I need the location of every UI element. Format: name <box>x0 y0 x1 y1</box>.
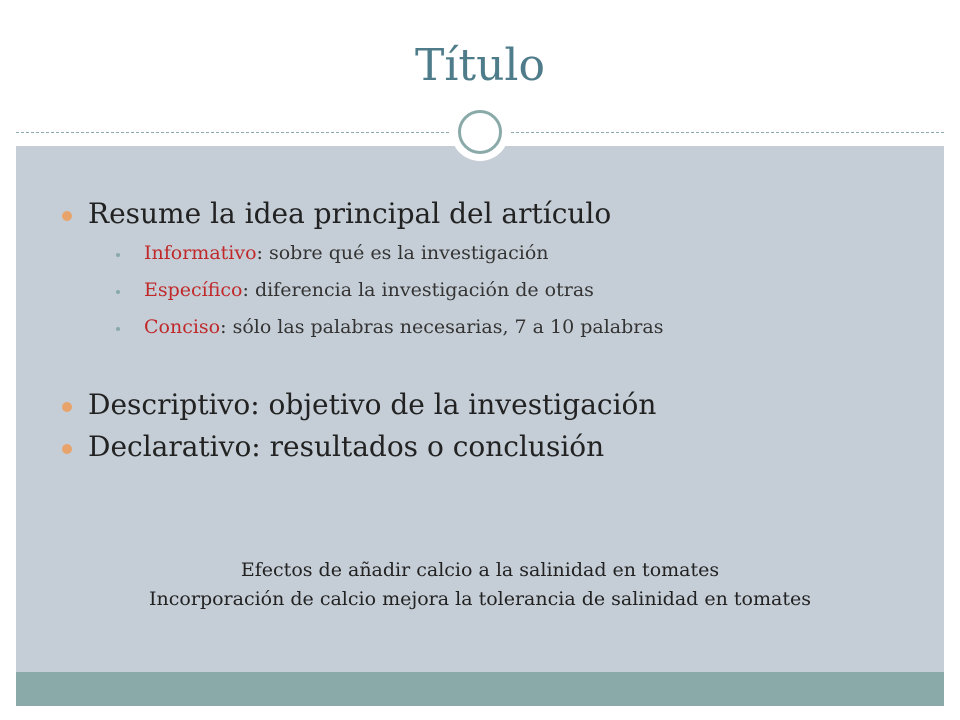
circle-ornament-icon <box>451 103 509 161</box>
spacer <box>60 353 920 387</box>
bullet-text: Resume la idea principal del artículo <box>88 197 612 230</box>
bullet-dot-icon <box>62 211 72 221</box>
sub-bullet-text: : sólo las palabras necesarias, 7 a 10 palabras <box>220 315 664 338</box>
bullet-text: Declarativo: resultados o conclusión <box>88 430 605 464</box>
sub-bullet-dot-icon <box>116 253 120 257</box>
bullet-list <box>60 196 920 466</box>
bullet-declarativo <box>60 429 920 465</box>
sub-bullet-informativo <box>60 242 920 265</box>
sub-bullet-keyword: Informativo <box>144 242 257 265</box>
example-titles <box>16 556 944 613</box>
sub-bullet-keyword: Específico <box>144 279 243 302</box>
example-descriptive: Efectos de añadir calcio a la salinidad en tomates <box>240 559 720 581</box>
circle-ring <box>458 110 502 154</box>
sub-bullet-dot-icon <box>116 327 120 331</box>
example-declarative: Incorporación de calcio mejora la tolerancia de salinidad en tomates <box>149 587 811 610</box>
sub-bullet-keyword: Conciso <box>144 315 221 338</box>
sub-bullet-list <box>60 242 920 338</box>
bullet-dot-icon <box>62 402 72 412</box>
bullet-descriptivo <box>60 387 920 423</box>
bullet-main-idea <box>60 196 920 232</box>
sub-bullet-especifico <box>60 279 920 302</box>
slide-title: Título <box>414 40 545 91</box>
bullet-text: Descriptivo: objetivo de la investigación <box>88 387 657 421</box>
sub-bullet-dot-icon <box>116 290 120 294</box>
bullet-dot-icon <box>62 444 72 454</box>
sub-bullet-text: : sobre qué es la investigación <box>256 242 549 265</box>
sub-bullet-conciso <box>60 316 920 339</box>
sub-bullet-text: : diferencia la investigación de otras <box>242 279 594 302</box>
footer-bar <box>16 672 944 706</box>
